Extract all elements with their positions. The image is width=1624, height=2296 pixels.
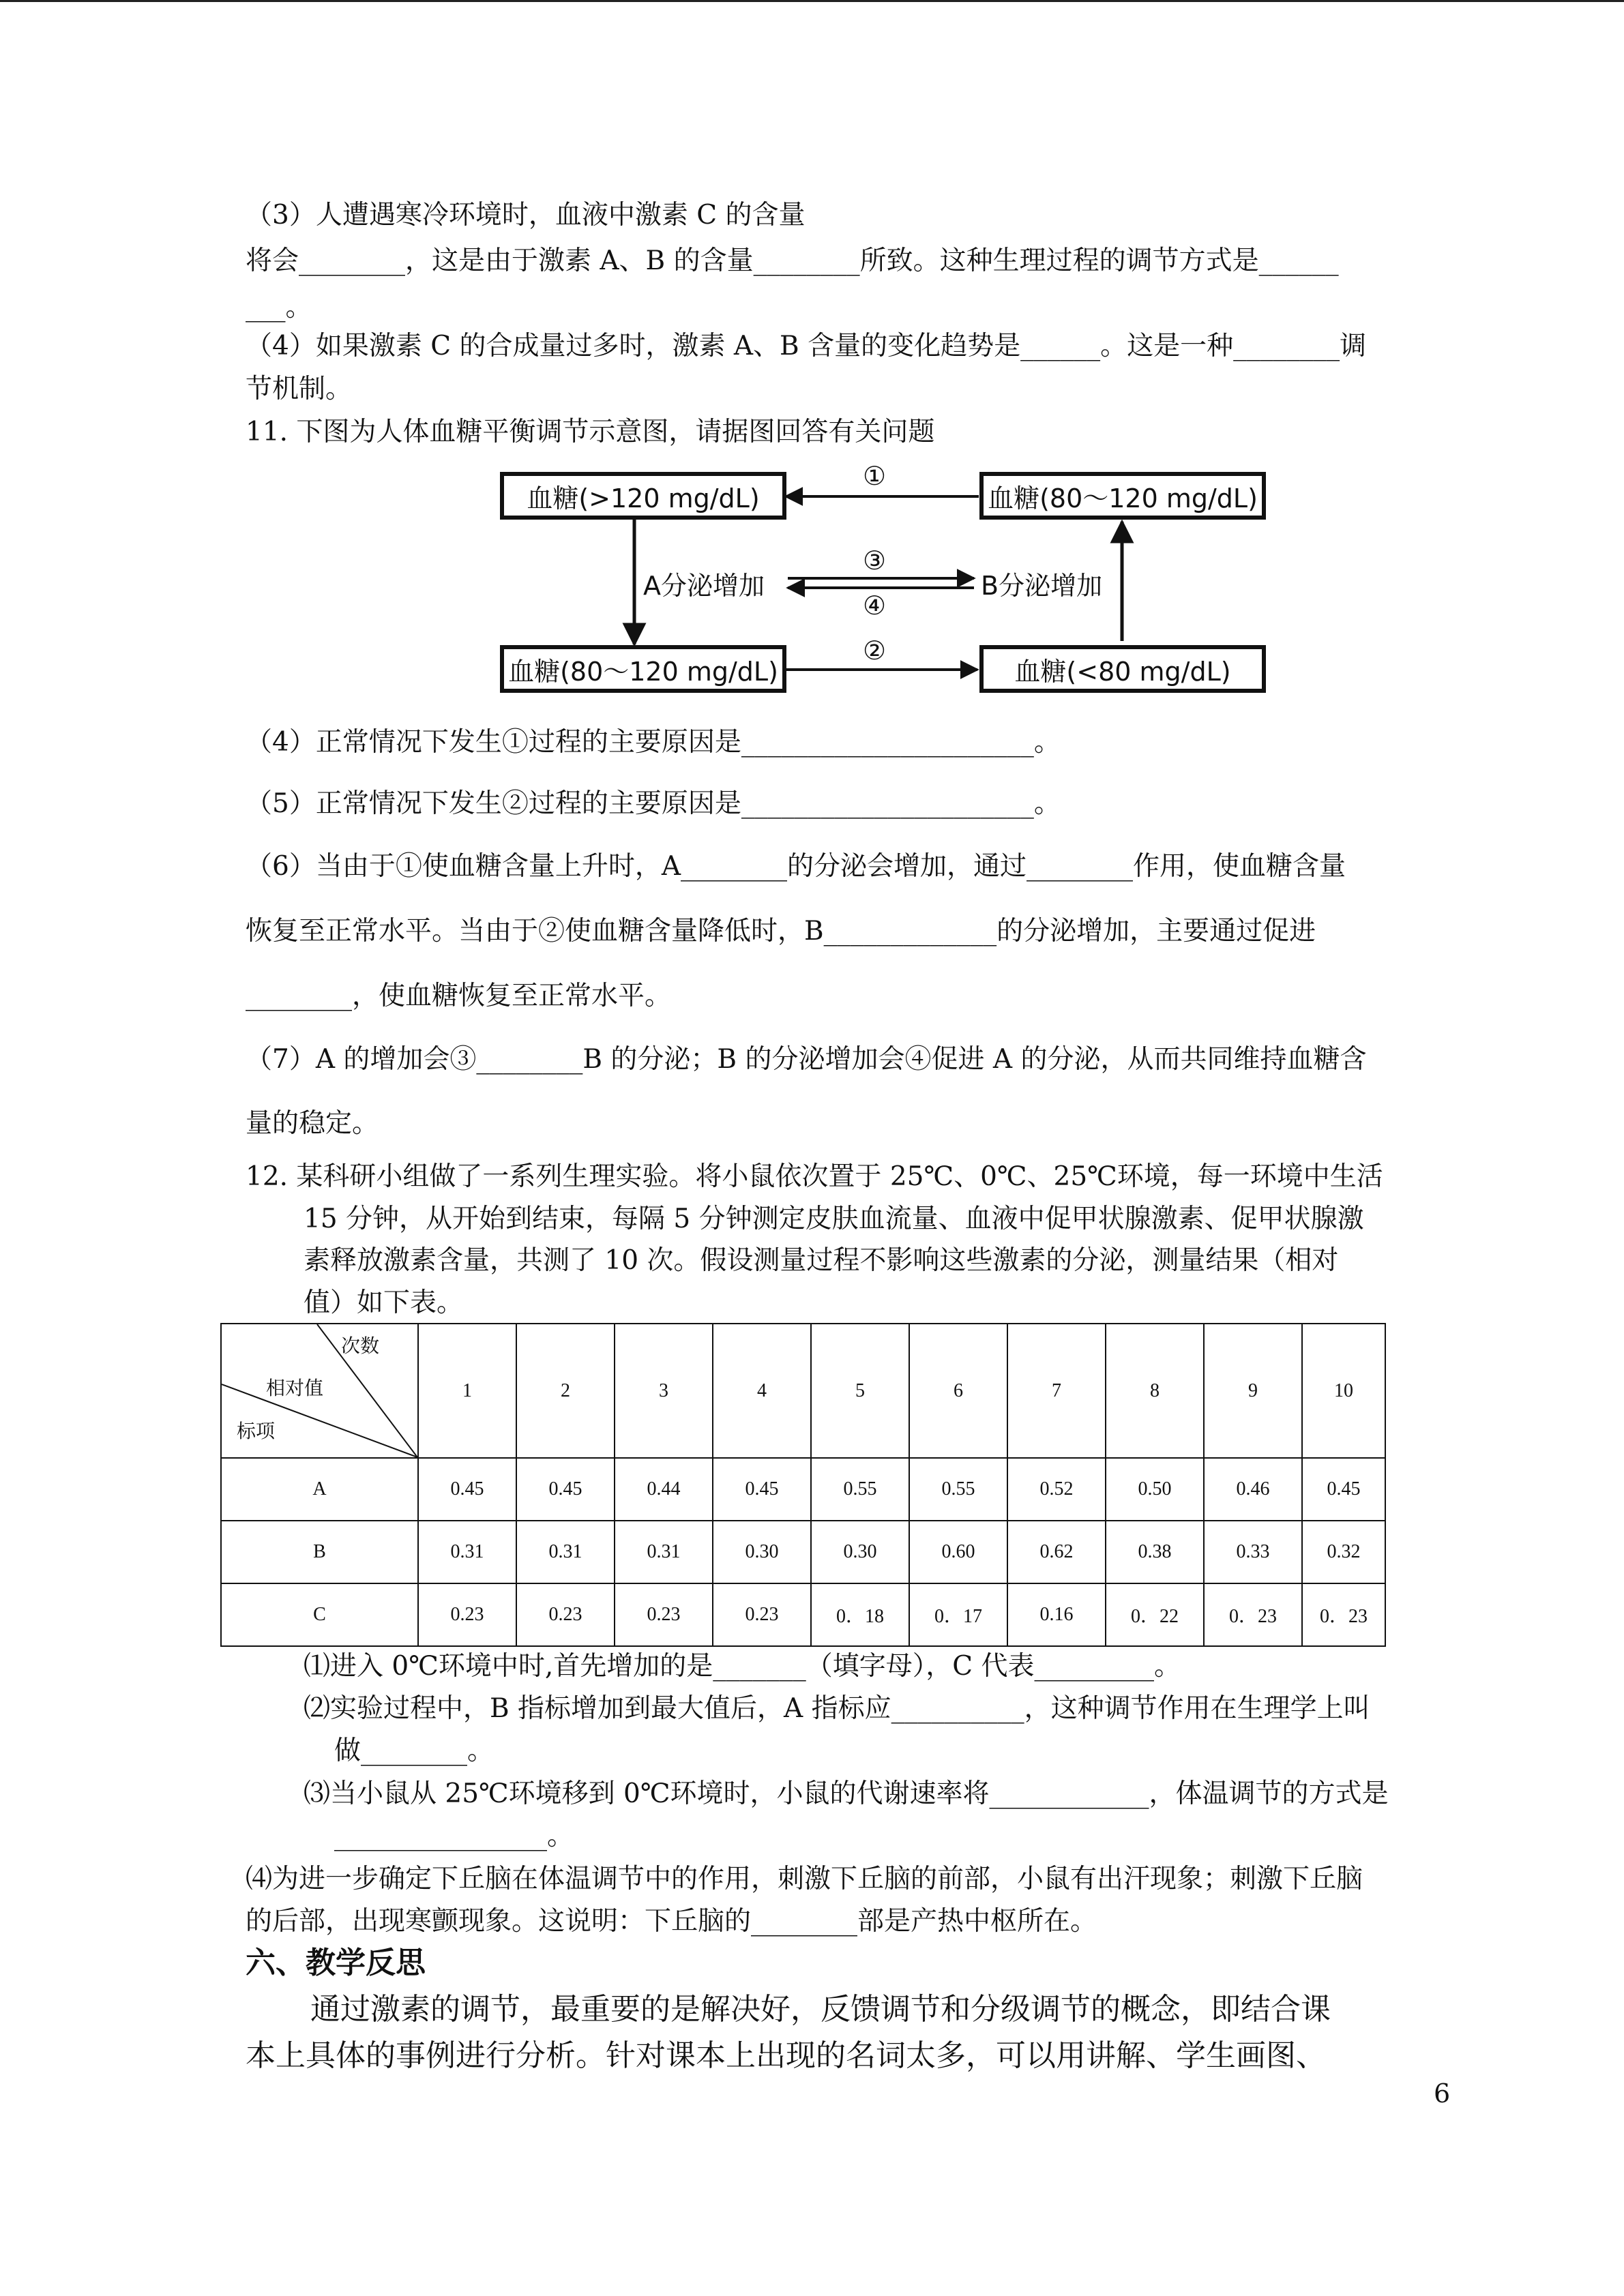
table-cell: 0.60 xyxy=(909,1521,1007,1583)
table-cell: 0．23 xyxy=(1302,1583,1385,1646)
text-line: （5）正常情况下发生②过程的主要原因是______________________。 xyxy=(246,788,1061,819)
measurement-table xyxy=(220,1323,1386,1647)
row-label: C xyxy=(221,1583,418,1646)
text-line: 15 分钟，从开始到结束，每隔 5 分钟测定皮肤血流量、血液中促甲状腺激素、促甲状腺激 xyxy=(304,1204,1364,1234)
table-cell: 0.55 xyxy=(909,1458,1007,1521)
table-header-row xyxy=(221,1324,1385,1458)
marker-3: ③ xyxy=(863,546,887,576)
row-label: B xyxy=(221,1521,418,1583)
box-normal-glucose-bottom: 血糖(80～120 mg/dL) xyxy=(500,645,786,693)
col-header: 5 xyxy=(811,1324,909,1458)
text-line: ___。 xyxy=(246,292,312,323)
col-header: 8 xyxy=(1106,1324,1204,1458)
table-cell: 0.16 xyxy=(1007,1583,1106,1646)
table-cell: 0.23 xyxy=(713,1583,811,1646)
table-cell: 0.31 xyxy=(516,1521,615,1583)
corner-label-value: 相对值 xyxy=(266,1378,324,1399)
text-line: 量的稳定。 xyxy=(246,1108,379,1139)
marker-2: ② xyxy=(863,636,887,666)
text-line: ________，使血糖恢复至正常水平。 xyxy=(246,981,672,1011)
corner-label-count: 次数 xyxy=(341,1336,380,1357)
text-line: ⑶当小鼠从 25℃环境移到 0℃环境时，小鼠的代谢速率将____________，体温调节的方式是 xyxy=(304,1778,1389,1809)
text-line: 的后部，出现寒颤现象。这说明：下丘脑的________部是产热中枢所在。 xyxy=(246,1906,1097,1937)
table-cell: 0.45 xyxy=(516,1458,615,1521)
corner-label-item: 标项 xyxy=(237,1421,276,1442)
table-row xyxy=(221,1583,1385,1646)
table-cell: 0.23 xyxy=(615,1583,713,1646)
question-11-title: 11. 下图为人体血糖平衡调节示意图，请据图回答有关问题 xyxy=(246,417,935,447)
table-row xyxy=(221,1521,1385,1583)
col-header: 2 xyxy=(516,1324,615,1458)
col-header: 10 xyxy=(1302,1324,1385,1458)
question-12-title: 12. 某科研小组做了一系列生理实验。将小鼠依次置于 25℃、0℃、25℃环境，每一环境中生活 xyxy=(246,1161,1383,1192)
table-cell: 0.32 xyxy=(1302,1521,1385,1583)
text-line: （6）当由于①使血糖含量上升时，A________的分泌会增加，通过________作用，使血糖含量 xyxy=(246,851,1346,882)
table-cell: 0．23 xyxy=(1204,1583,1302,1646)
table-cell: 0.23 xyxy=(418,1583,516,1646)
label-b-secretion: B分泌增加 xyxy=(981,571,1103,601)
col-header: 3 xyxy=(615,1324,713,1458)
text-line: ⑴进入 0℃环境中时,首先增加的是_______（填字母），C 代表_________。 xyxy=(304,1651,1181,1682)
table-cell: 0.46 xyxy=(1204,1458,1302,1521)
table-cell: 0.52 xyxy=(1007,1458,1106,1521)
table-cell: 0.50 xyxy=(1106,1458,1204,1521)
marker-4: ④ xyxy=(863,591,887,621)
text-line: 将会________，这是由于激素 A、B 的含量________所致。这种生理过程的调节方式是______ xyxy=(246,245,1339,276)
text-line: （4）正常情况下发生①过程的主要原因是______________________。 xyxy=(246,727,1061,758)
col-header: 4 xyxy=(713,1324,811,1458)
col-header: 6 xyxy=(909,1324,1007,1458)
text-line: 节机制。 xyxy=(246,374,353,404)
text-line: （3）人遭遇寒冷环境时，血液中激素 C 的含量 xyxy=(246,200,806,230)
table-cell: 0.45 xyxy=(1302,1458,1385,1521)
text-line: 素释放激素含量，共测了 10 次。假设测量过程不影响这些激素的分泌，测量结果（相对 xyxy=(304,1245,1339,1276)
text-line: （4）如果激素 C 的合成量过多时，激素 A、B 含量的变化趋势是______。这是一种________调 xyxy=(246,331,1367,361)
table-cell: 0.45 xyxy=(713,1458,811,1521)
box-normal-glucose-top: 血糖(80～120 mg/dL) xyxy=(979,472,1266,520)
table-cell: 0.62 xyxy=(1007,1521,1106,1583)
col-header: 1 xyxy=(418,1324,516,1458)
table-cell: 0.45 xyxy=(418,1458,516,1521)
table-cell: 0．22 xyxy=(1106,1583,1204,1646)
text-line: （7）A 的增加会③________B 的分泌；B 的分泌增加会④促进 A 的分泌，从而共同维持血糖含 xyxy=(246,1044,1367,1075)
table-row xyxy=(221,1458,1385,1521)
box-high-glucose: 血糖(>120 mg/dL) xyxy=(500,472,786,520)
text-line: 做________。 xyxy=(334,1735,494,1766)
table-cell: 0.31 xyxy=(418,1521,516,1583)
table-cell: 0.31 xyxy=(615,1521,713,1583)
table-cell: 0.30 xyxy=(713,1521,811,1583)
box-low-glucose: 血糖(<80 mg/dL) xyxy=(979,645,1266,693)
table-cell: 0.44 xyxy=(615,1458,713,1521)
table-cell: 0.38 xyxy=(1106,1521,1204,1583)
table-cell: 0.33 xyxy=(1204,1521,1302,1583)
text-line: 恢复至正常水平。当由于②使血糖含量降低时，B_____________的分泌增加，主要通过促进 xyxy=(246,916,1316,946)
text-line: ⑵实验过程中，B 指标增加到最大值后，A 指标应__________，这种调节作用在生理学上叫 xyxy=(304,1693,1370,1724)
table-cell: 0.23 xyxy=(516,1583,615,1646)
table-cell: 0．18 xyxy=(811,1583,909,1646)
label-a-secretion: A分泌增加 xyxy=(643,571,765,601)
corner-cell xyxy=(221,1324,418,1458)
table-cell: 0．17 xyxy=(909,1583,1007,1646)
table-cell: 0.30 xyxy=(811,1521,909,1583)
col-header: 9 xyxy=(1204,1324,1302,1458)
table-cell: 0.55 xyxy=(811,1458,909,1521)
section-heading: 六、教学反思 xyxy=(246,1945,426,1980)
reflection-line: 通过激素的调节，最重要的是解决好，反馈调节和分级调节的概念，即结合课 xyxy=(310,1992,1331,2027)
text-line: ________________。 xyxy=(334,1821,574,1851)
text-line: 值）如下表。 xyxy=(304,1287,464,1318)
marker-1: ① xyxy=(863,461,887,491)
reflection-line: 本上具体的事例进行分析。针对课本上出现的名词太多，可以用讲解、学生画图、 xyxy=(246,2038,1326,2073)
col-header: 7 xyxy=(1007,1324,1106,1458)
page-number: 6 xyxy=(1434,2078,1451,2108)
text-line: ⑷为进一步确定下丘脑在体温调节中的作用，刺激下丘脑的前部，小鼠有出汗现象；刺激下丘脑 xyxy=(246,1864,1363,1894)
row-label: A xyxy=(221,1458,418,1521)
flowchart-arrows xyxy=(0,0,1624,716)
